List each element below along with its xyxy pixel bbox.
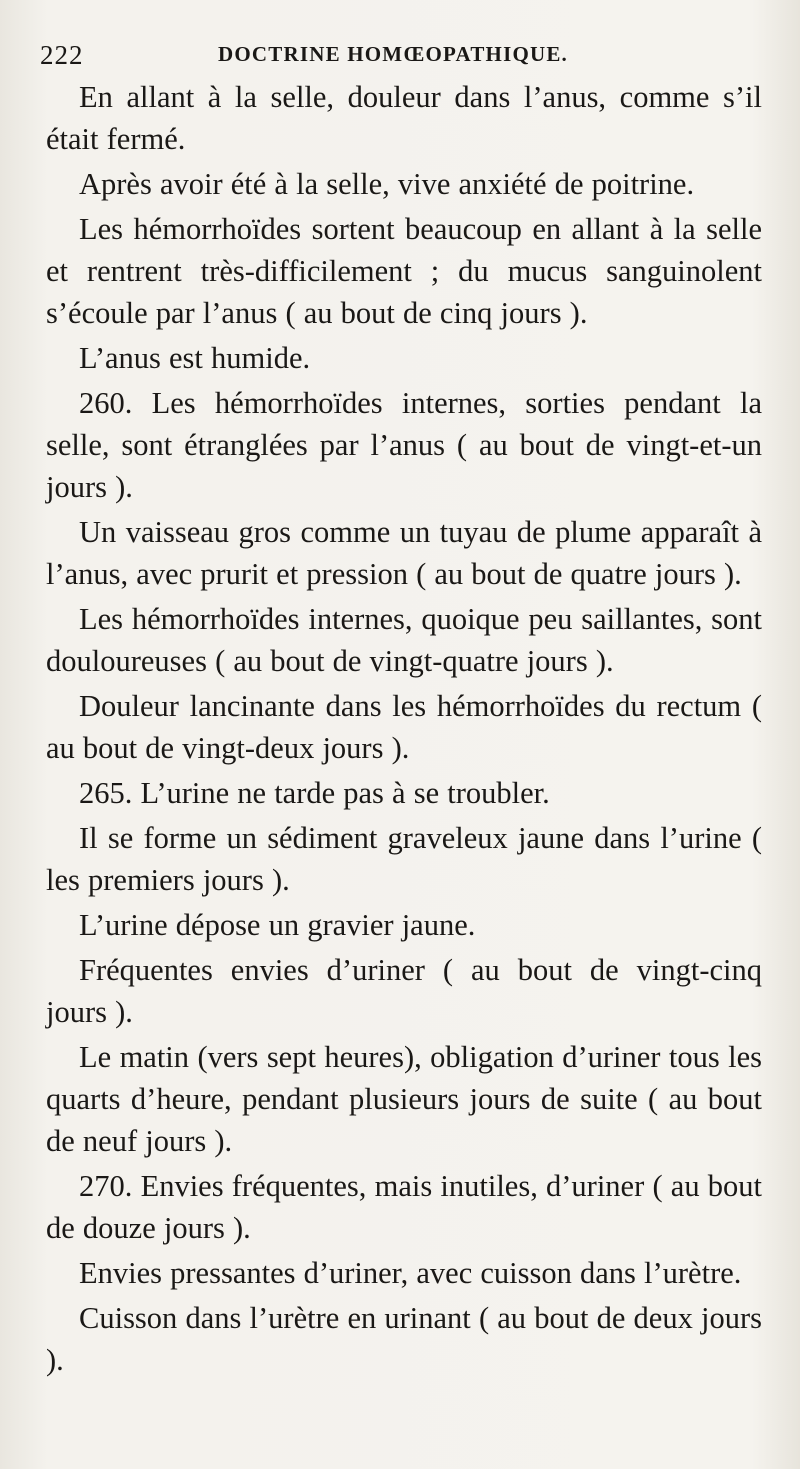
symptom-paragraph-numbered: 260. Les hémorrhoïdes internes, sorties pendant la selle, sont étranglées par l’anus ( au bout de vingt-et-un jours ).: [46, 386, 762, 504]
symptom-paragraph-numbered: 270. Envies fréquentes, mais inutiles, d’uriner ( au bout de douze jours ).: [46, 1169, 762, 1245]
symptom-paragraph: L’anus est humide.: [79, 341, 311, 375]
symptom-paragraph: Les hémorrhoïdes internes, quoique peu saillantes, sont douloureuses ( au bout de vingt-quatre jours ).: [46, 602, 762, 678]
page-body: [46, 76, 762, 1384]
symptom-paragraph: Cuisson dans l’urètre en urinant ( au bout de deux jours ).: [46, 1301, 762, 1377]
symptom-paragraph: Fréquentes envies d’uriner ( au bout de vingt-cinq jours ).: [46, 953, 762, 1029]
page-number: 222: [40, 40, 84, 70]
symptom-paragraph: En allant à la selle, douleur dans l’anus, comme s’il était fermé.: [46, 80, 762, 156]
symptom-paragraph: Après avoir été à la selle, vive anxiété de poitrine.: [79, 167, 695, 201]
symptom-paragraph: L’urine dépose un gravier jaune.: [79, 908, 476, 942]
symptom-paragraph: Douleur lancinante dans les hémorrhoïdes du rectum ( au bout de vingt-deux jours ).: [46, 689, 762, 765]
symptom-paragraph: Les hémorrhoïdes sortent beaucoup en allant à la selle et rentrent très-difficilement ; du mucus sanguinolent s’écoule par l’anus ( au bout de cinq jours ).: [46, 212, 762, 330]
page-header: [40, 30, 760, 70]
symptom-paragraph: Un vaisseau gros comme un tuyau de plume apparaît à l’anus, avec prurit et pression ( au bout de quatre jours ).: [46, 515, 762, 591]
symptom-paragraph: Envies pressantes d’uriner, avec cuisson dans l’urètre.: [79, 1256, 742, 1290]
symptom-paragraph-numbered: 265. L’urine ne tarde pas à se troubler.: [79, 776, 550, 810]
running-title: DOCTRINE HOMŒOPATHIQUE.: [218, 42, 569, 66]
symptom-paragraph: Il se forme un sédiment graveleux jaune dans l’urine ( les premiers jours ).: [46, 821, 762, 897]
symptom-paragraph: Le matin (vers sept heures), obligation d’uriner tous les quarts d’heure, pendant plusieurs jours de suite ( au bout de neuf jours ).: [46, 1040, 762, 1158]
